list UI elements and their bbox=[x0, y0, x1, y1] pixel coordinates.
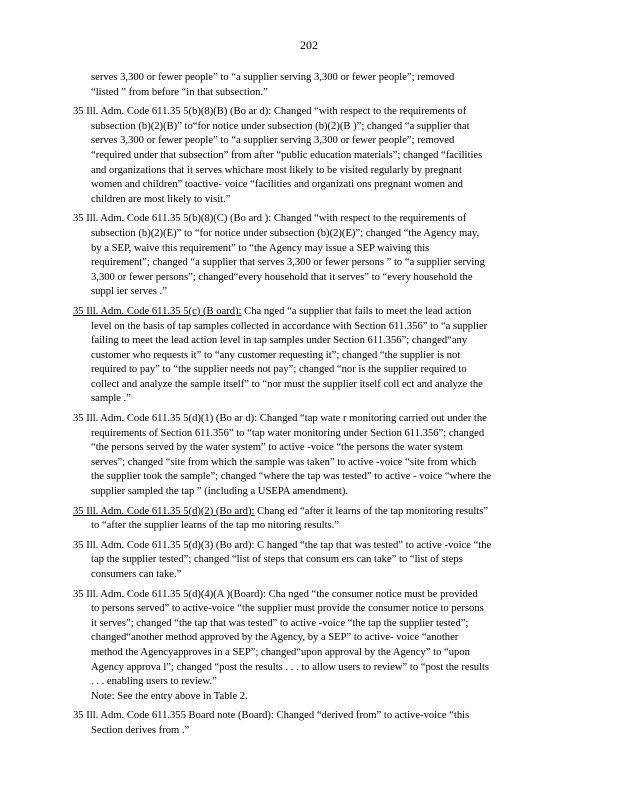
entry-line bbox=[73, 539, 541, 554]
entry-line bbox=[73, 256, 541, 271]
entries-list bbox=[73, 71, 541, 744]
entry-text: customer who requests it” to “any customer requesting it”; changed “the supplier is not bbox=[91, 349, 461, 361]
entry-text: Chang ed “after it learns of the tap monitoring results” bbox=[254, 505, 489, 517]
entry-text: requirements of Section 611.356” to “tap water monitoring under Section 611.356”; changed bbox=[91, 427, 485, 439]
entry-text: Board note (Board): Changed “derived from” to active-voice “this bbox=[185, 710, 470, 722]
amendment-entry bbox=[73, 305, 541, 407]
entry-line bbox=[73, 553, 541, 568]
entry-line bbox=[73, 485, 541, 500]
entry-line bbox=[73, 334, 541, 349]
entry-line bbox=[73, 617, 541, 632]
entry-text: tap the supplier tested”; changed “list of steps that consum ers can take” to “list of steps bbox=[91, 554, 463, 566]
code-citation: 35 Ill. Adm. Code 611.355 bbox=[73, 710, 186, 722]
entry-line bbox=[73, 164, 541, 179]
entry-text: and organizations that it serves whichare most likely to be visited regularly by pregnant bbox=[91, 164, 462, 176]
code-citation: 35 Ill. Adm. Code 611.35 5(d)(4)(A )(Board): bbox=[73, 588, 266, 600]
entry-line bbox=[73, 588, 541, 603]
entry-text: Agency approva l”; changed “post the results . . . to allow users to review” to “post the results bbox=[91, 661, 490, 673]
entry-text: required to pay” to “the supplier needs not pay”; changed “nor is the supplier required to bbox=[91, 364, 467, 376]
entry-text: consumers can take.” bbox=[91, 569, 182, 580]
entry-line bbox=[73, 285, 541, 300]
entry-text: “listed ” from before “in that subsection.” bbox=[91, 86, 268, 98]
entry-text: (Bo ard): C hanged “the tap that was tested” to active -voice “the bbox=[213, 539, 492, 551]
entry-text: 3,300 or fewer persons”; changed“every household that it serves” to “every household the bbox=[91, 271, 473, 283]
entry-text: Cha nged “the consumer notice must be provided bbox=[265, 588, 478, 600]
entry-line bbox=[73, 320, 541, 335]
entry-line bbox=[73, 690, 541, 705]
entry-text: changed“another method approved by the Agency, by a SEP” to active- voice “another bbox=[91, 632, 459, 644]
entry-line bbox=[73, 724, 541, 739]
entry-line bbox=[73, 568, 541, 583]
entry-line bbox=[73, 178, 541, 193]
entry-line bbox=[73, 305, 541, 320]
entry-text: “the persons served by the water system” to active -voice “the persons the water system bbox=[91, 442, 463, 454]
entry-line bbox=[73, 441, 541, 456]
entry-line bbox=[73, 378, 541, 393]
code-citation: 35 Ill. Adm. Code 611.35 5(b)(8)(C) bbox=[73, 213, 228, 225]
page-number: 202 bbox=[300, 38, 318, 52]
entry-line bbox=[73, 120, 541, 135]
entry-line bbox=[73, 470, 541, 485]
amendment-entry bbox=[73, 539, 541, 583]
entry-text: serves 3,300 or fewer people” to “a supplier serving 3,300 or fewer people”; removed bbox=[91, 135, 455, 147]
entry-line bbox=[73, 271, 541, 286]
entry-line bbox=[73, 661, 541, 676]
entry-line bbox=[73, 519, 541, 534]
entry-line bbox=[73, 86, 541, 101]
entry-text: subsection (b)(2)(B)” to“for notice under subsection (b)(2)(B )”; changed “a supplier that bbox=[91, 120, 470, 132]
entry-text: women and children” toactive- voice “facilities and organizati ons pregnant women and bbox=[91, 179, 463, 191]
code-citation: 35 Ill. Adm. Code 611.35 5(d)(3) bbox=[73, 539, 214, 551]
entry-line bbox=[73, 227, 541, 242]
code-citation: 35 Ill. Adm. Code 611.35 5(b)(8)(B) bbox=[73, 106, 228, 118]
entry-text: (Bo ar d): Changed “tap wate r monitoring carried out under the bbox=[213, 413, 487, 425]
code-citation: 35 Ill. Adm. Code 611.35 5(c) (B oard): bbox=[73, 305, 242, 317]
entry-line bbox=[73, 505, 541, 520]
code-citation: 35 Ill. Adm. Code 611.35 5(d)(2) (Bo ard): bbox=[73, 505, 255, 517]
entry-line bbox=[73, 363, 541, 378]
entry-line bbox=[73, 675, 541, 690]
entry-text: it serves”; changed “the tap that was tested” to active -voice “the tap the supplier tested”; bbox=[91, 617, 469, 629]
entry-text: “required under that subsection” from after “public education materials”; changed “facilities bbox=[91, 149, 483, 161]
amendment-entry bbox=[73, 505, 541, 534]
entry-text: children are most likely to visit.” bbox=[91, 193, 231, 205]
entry-line bbox=[73, 134, 541, 149]
entry-text: serves 3,300 or fewer people” to “a supplier serving 3,300 or fewer people”; removed bbox=[91, 72, 455, 83]
entry-text: (Bo ar d): Changed “with respect to the requirements of bbox=[227, 106, 467, 118]
entry-text: requirement”; changed “a supplier that serves 3,300 or fewer persons ” to “a supplier serving bbox=[91, 257, 485, 269]
entry-line bbox=[73, 602, 541, 617]
entry-text: supplier sampled the tap ” (including a USEPA amendment). bbox=[91, 486, 349, 498]
entry-text: to persons served” to active-voice “the supplier must provide the consumer notice to persons bbox=[91, 603, 484, 615]
entry-text: to “after the supplier learns of the tap mo nitoring results.” bbox=[91, 520, 339, 532]
entry-text: Section derives from .” bbox=[91, 724, 190, 736]
entry-text: (Bo ard ): Changed “with respect to the requirements of bbox=[227, 213, 467, 225]
entry-text: Note: See the entry above in Table 2. bbox=[91, 690, 248, 702]
entry-line bbox=[73, 349, 541, 364]
code-citation: 35 Ill. Adm. Code 611.35 5(d)(1) bbox=[73, 413, 214, 425]
entry-line bbox=[73, 105, 541, 120]
entry-line bbox=[73, 412, 541, 427]
entry-text: serves”; changed “site from which the sample was taken” to active -voice “site from which bbox=[91, 456, 477, 468]
entry-line bbox=[73, 646, 541, 661]
amendment-entry bbox=[73, 588, 541, 705]
entry-line bbox=[73, 427, 541, 442]
entry-text: method the Agencyapproves in a SEP”; changed“upon approval by the Agency” to “upon bbox=[91, 646, 470, 658]
entry-line bbox=[73, 456, 541, 471]
entry-text: . . . enabling users to review.” bbox=[91, 676, 217, 688]
entry-text: the supplier took the sample”; changed “where the tap was tested” to active - voice “where the bbox=[91, 471, 492, 483]
entry-text: Cha nged “a supplier that fails to meet the lead action bbox=[241, 305, 472, 317]
amendment-entry bbox=[73, 105, 541, 207]
entry-line bbox=[73, 212, 541, 227]
amendment-entry bbox=[73, 709, 541, 738]
entry-line bbox=[73, 631, 541, 646]
amendment-entry bbox=[73, 412, 541, 500]
entry-line bbox=[73, 709, 541, 724]
entry-line bbox=[73, 149, 541, 164]
entry-text: sample .” bbox=[91, 393, 132, 405]
entry-text: subsection (b)(2)(E)” to “for notice under subsection (b)(2)(E)”; changed “the Agency may, bbox=[91, 227, 480, 239]
amendment-entry bbox=[73, 212, 541, 300]
entry-text: suppl ier serves .” bbox=[91, 286, 167, 298]
entry-text: collect and analyze the sample itself” to “nor must the supplier itself coll ect and analyze the bbox=[91, 378, 483, 390]
entry-line bbox=[73, 193, 541, 208]
entry-text: by a SEP, waive this requirement” to “the Agency may issue a SEP waiving this bbox=[91, 242, 430, 254]
entry-continuation bbox=[73, 71, 541, 100]
entry-text: failing to meet the lead action level in tap samples under Section 611.356”; changed“any bbox=[91, 335, 468, 347]
entry-text: level on the basis of tap samples collected in accordance with Section 611.356” to “a supplier bbox=[91, 320, 488, 332]
entry-line bbox=[73, 392, 541, 407]
entry-line bbox=[73, 242, 541, 257]
entry-line bbox=[73, 71, 541, 86]
